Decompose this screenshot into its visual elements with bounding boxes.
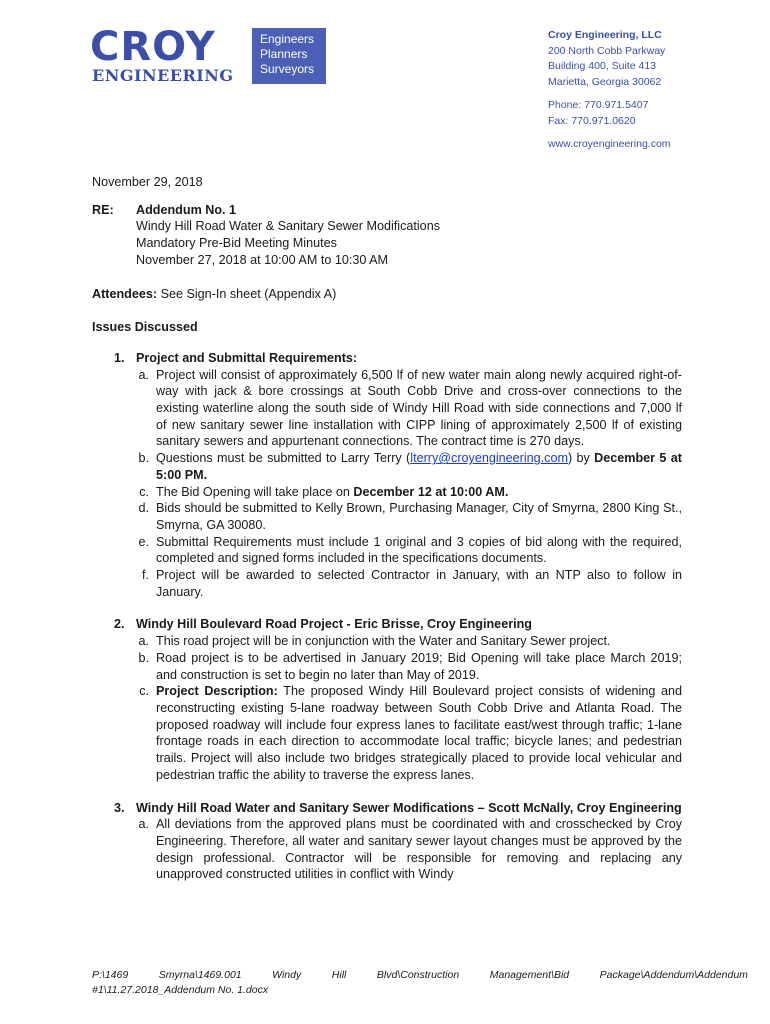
item-letter: d.	[138, 501, 149, 516]
item-letter: f.	[142, 568, 149, 583]
attendees-text: See Sign-In sheet (Appendix A)	[157, 286, 337, 301]
letter-body	[92, 174, 682, 899]
item-letter: a.	[138, 634, 149, 649]
list-item	[136, 450, 682, 483]
list-item	[136, 567, 682, 600]
item-text: This road project will be in conjunction with the Water and Sanitary Sewer project.	[156, 634, 611, 649]
address-line-1: 200 North Cobb Parkway	[548, 44, 666, 57]
list-item	[136, 484, 682, 501]
item-text: Bids should be submitted to Kelly Brown, Purchasing Manager, City of Smyrna, 2800 King St., Smyrna, GA 30080.	[156, 501, 682, 532]
item-text: Questions must be submitted to Larry Terry (	[156, 451, 411, 466]
item-letter: b.	[138, 650, 149, 665]
list-item	[136, 367, 682, 451]
logo-tagline-1: Engineers	[260, 32, 315, 46]
item-text: All deviations from the approved plans must be coordinated with and crosschecked by Croy Engineering. Therefore, all water and sanitary sewer layout changes must be approved by the design professional. Contractor will be responsible for removing and replacing any unapproved constructed utilities in conflict with Windy	[156, 817, 682, 882]
section-road-project	[114, 616, 682, 783]
file-path-footer	[92, 968, 748, 998]
company-logo	[90, 24, 326, 88]
addendum-title: Addendum No. 1	[136, 202, 237, 217]
subject-line-3: Mandatory Pre-Bid Meeting Minutes	[136, 236, 337, 251]
letter-date: November 29, 2018	[92, 175, 203, 189]
project-description-label: Project Description:	[156, 684, 278, 699]
list-item	[136, 633, 682, 650]
item-letter: a.	[138, 817, 149, 832]
website-link[interactable]: www.croyengineering.com	[548, 138, 671, 150]
item-text: Project will be awarded to selected Contractor in January, with an NTP also to follow in January.	[156, 568, 682, 599]
section-title: Project and Submittal Requirements:	[136, 350, 358, 365]
bid-opening-text: December 12 at 10:00 AM.	[353, 484, 509, 499]
footer-part: Blvd\Construction	[376, 969, 460, 981]
deadline-text: December 5 at 5:00 PM.	[156, 451, 682, 482]
item-text: The proposed Windy Hill Boulevard project consists of widening and reconstructing existing 5-lane roadway between South Cobb Drive and Atlanta Road. The proposed roadway will include four express lanes to facilitate east/west through traffic; 1-lane frontage roads in each direction to accommodate local traffic; bicycle lanes; and pedestrian trails. Project will also include two bridges strategically placed to provide local vehicular and pedestrian traffic the ability to traverse the express lanes.	[156, 684, 683, 782]
item-letter: b.	[138, 451, 149, 466]
section-water-sewer	[114, 800, 682, 884]
list-item	[136, 816, 682, 883]
item-text: ) by	[567, 451, 595, 466]
logo-tagline-3: Surveyors	[260, 62, 315, 76]
list-item	[136, 650, 682, 683]
item-letter: a.	[138, 367, 149, 382]
address-line-3: Marietta, Georgia 30062	[548, 75, 662, 88]
subject-line-4: November 27, 2018 at 10:00 AM to 10:30 AM	[136, 252, 389, 267]
section-number: 3.	[114, 800, 125, 815]
subject-line-2: Windy Hill Road Water & Sanitary Sewer Modifications	[136, 219, 440, 234]
item-letter: e.	[138, 534, 149, 549]
item-text: Road project is to be advertised in January 2019; Bid Opening will take place March 2019; and construction is set to begin no later than May of 2019.	[156, 650, 682, 682]
section-title: Windy Hill Road Water and Sanitary Sewer Modifications – Scott McNally, Croy Engineering	[136, 800, 682, 815]
logo-subtitle: ENGINEERING	[92, 66, 234, 85]
item-text: The Bid Opening will take place on	[156, 484, 354, 499]
footer-part: Hill	[331, 969, 347, 981]
issues-heading: Issues Discussed	[92, 320, 198, 335]
address-line-2: Building 400, Suite 413	[548, 60, 656, 72]
email-link[interactable]: lterry@croyengineering.com	[410, 451, 568, 466]
company-name: Croy Engineering, LLC	[548, 29, 662, 41]
footer-part: Windy	[272, 969, 302, 981]
footer-part: Package\Addendum\Addendum	[599, 969, 748, 981]
footer-part: P:\1469	[92, 969, 129, 981]
fax-number: Fax: 770.971.0620	[548, 114, 636, 127]
attendees-label: Attendees:	[92, 286, 158, 301]
section-title: Windy Hill Boulevard Road Project - Eric Brisse, Croy Engineering	[136, 617, 532, 632]
section-number: 2.	[114, 617, 125, 632]
item-letter: c.	[139, 484, 149, 499]
phone-number: Phone: 770.971.5407	[548, 99, 649, 111]
section-project-requirements	[114, 350, 682, 601]
logo-wordmark: CROY	[90, 24, 216, 70]
footer-part: Smyrna\1469.001	[158, 969, 242, 981]
list-item	[136, 683, 682, 783]
item-text: Project will consist of approximately 6,500 lf of new water main along newly acquired right-of-way with jack & bore crossings at South Cobb Drive and cross-over connections to the existing waterline along the south side of Windy Hill Road with side connections and 7,000 lf of new sanitary sewer line installation with CIPP lining of approximately 2,500 lf of existing sanitary sewers and appurtenant connections. The contract time is 270 days.	[156, 367, 682, 449]
logo-tagline-box	[252, 28, 326, 84]
item-text: Submittal Requirements must include 1 original and 3 copies of bid along with the required, completed and signed forms included in the specifications documents.	[156, 534, 682, 566]
subject-block	[92, 202, 682, 269]
logo-tagline-2: Planners	[260, 47, 308, 61]
list-item	[136, 500, 682, 533]
section-number: 1.	[114, 350, 125, 365]
re-label: RE:	[92, 202, 114, 217]
item-letter: c.	[139, 684, 149, 699]
attendees-paragraph	[92, 286, 682, 303]
company-contact-block	[548, 28, 671, 153]
footer-part: Management\Bid	[489, 969, 570, 981]
list-item	[136, 534, 682, 567]
footer-line-2: #1\11.27.2018_Addendum No. 1.docx	[92, 984, 269, 996]
